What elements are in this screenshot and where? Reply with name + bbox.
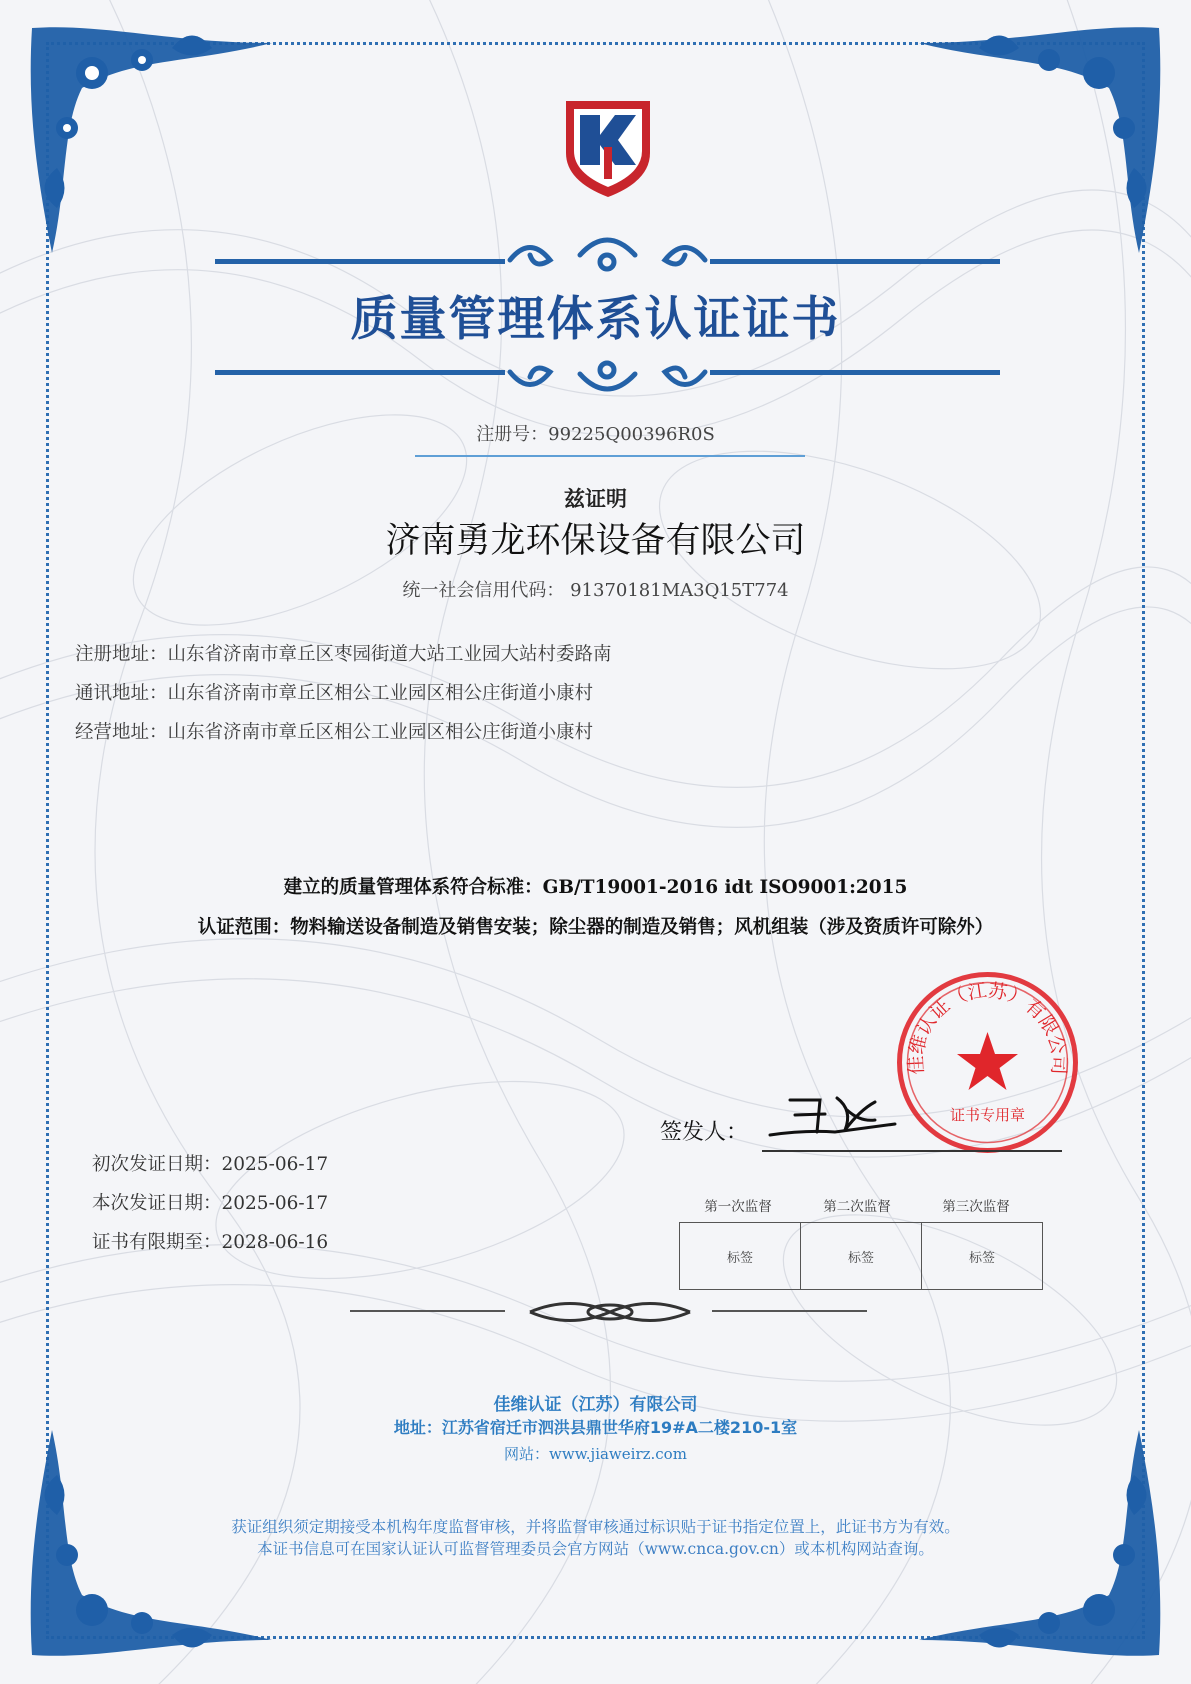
expiry-date: 证书有限期至：2028-06-16 [92,1232,329,1253]
official-seal [895,970,1080,1155]
title-rule-bottom-right [710,370,1000,375]
certificate-title: 质量管理体系认证证书 [350,292,841,347]
current-issue-date: 本次发证日期：2025-06-17 [92,1193,329,1214]
certification-scope: 认证范围：物料输送设备制造及销售安装；除尘器的制造及销售；风机组装（涉及资质许可除外） [197,917,994,938]
signer-label: 签发人： [660,1120,749,1145]
issuer-address: 地址：江苏省宿迁市泗洪县鼎世华府19#A二楼210-1室 [393,1418,798,1437]
top-left-corner-ornament [22,18,282,258]
title-rule-bottom-left [215,370,505,375]
title-top-flourish [500,230,715,280]
footer-rule-right [712,1310,867,1312]
signature-line [762,1150,1062,1152]
footer-flourish [525,1295,695,1329]
mailing-address: 通讯地址：山东省济南市章丘区相公工业园区相公庄街道小康村 [75,683,594,704]
issuer-website: 网站：www.jiaweirz.com [504,1445,687,1463]
registration-underline [415,455,805,457]
top-right-corner-ornament [909,18,1169,258]
supervision-header-3: 第三次监督 [942,1199,1010,1215]
validity-note: 获证组织须定期接受本机构年度监督审核，并将监督审核通过标识贴于证书指定位置上，此证书方为有效。 [231,1518,960,1536]
hereby-certify: 兹证明 [564,487,627,511]
title-rule-top-left [215,259,505,264]
handwritten-signature [765,1080,900,1145]
seal-ring-text: 佳维认证（江苏）有限公司 [905,979,1070,1076]
supervision-cell-1: 标签 [680,1223,801,1290]
supervision-table [679,1222,1043,1290]
first-issue-date: 初次发证日期：2025-06-17 [92,1154,329,1175]
supervision-header-2: 第二次监督 [823,1199,891,1215]
business-address: 经营地址：山东省济南市章丘区相公工业园区相公庄街道小康村 [75,722,594,743]
issuer-name: 佳维认证（江苏）有限公司 [493,1395,698,1415]
footer-rule-left [350,1310,505,1312]
supervision-cell-3: 标签 [922,1223,1043,1290]
supervision-header-1: 第一次监督 [704,1199,772,1215]
supervision-cell-2: 标签 [801,1223,922,1290]
registered-address: 注册地址：山东省济南市章丘区枣园街道大站工业园大站村委路南 [75,644,612,665]
registration-number: 注册号：99225Q00396R0S [476,424,715,445]
verification-note: 本证书信息可在国家认证认可监督管理委员会官方网站（www.cnca.gov.cn）或本机构网站查询。 [257,1540,934,1558]
title-rule-top-right [710,259,1000,264]
company-name: 济南勇龙环保设备有限公司 [385,521,806,561]
certification-logo [560,95,656,199]
credit-code: 统一社会信用代码： 91370181MA3Q15T774 [402,580,789,601]
title-bottom-flourish [500,352,715,402]
conformity-standard: 建立的质量管理体系符合标准：GB/T19001-2016 idt ISO9001:2015 [283,877,908,898]
seal-bottom-text: 证书专用章 [949,1106,1026,1124]
